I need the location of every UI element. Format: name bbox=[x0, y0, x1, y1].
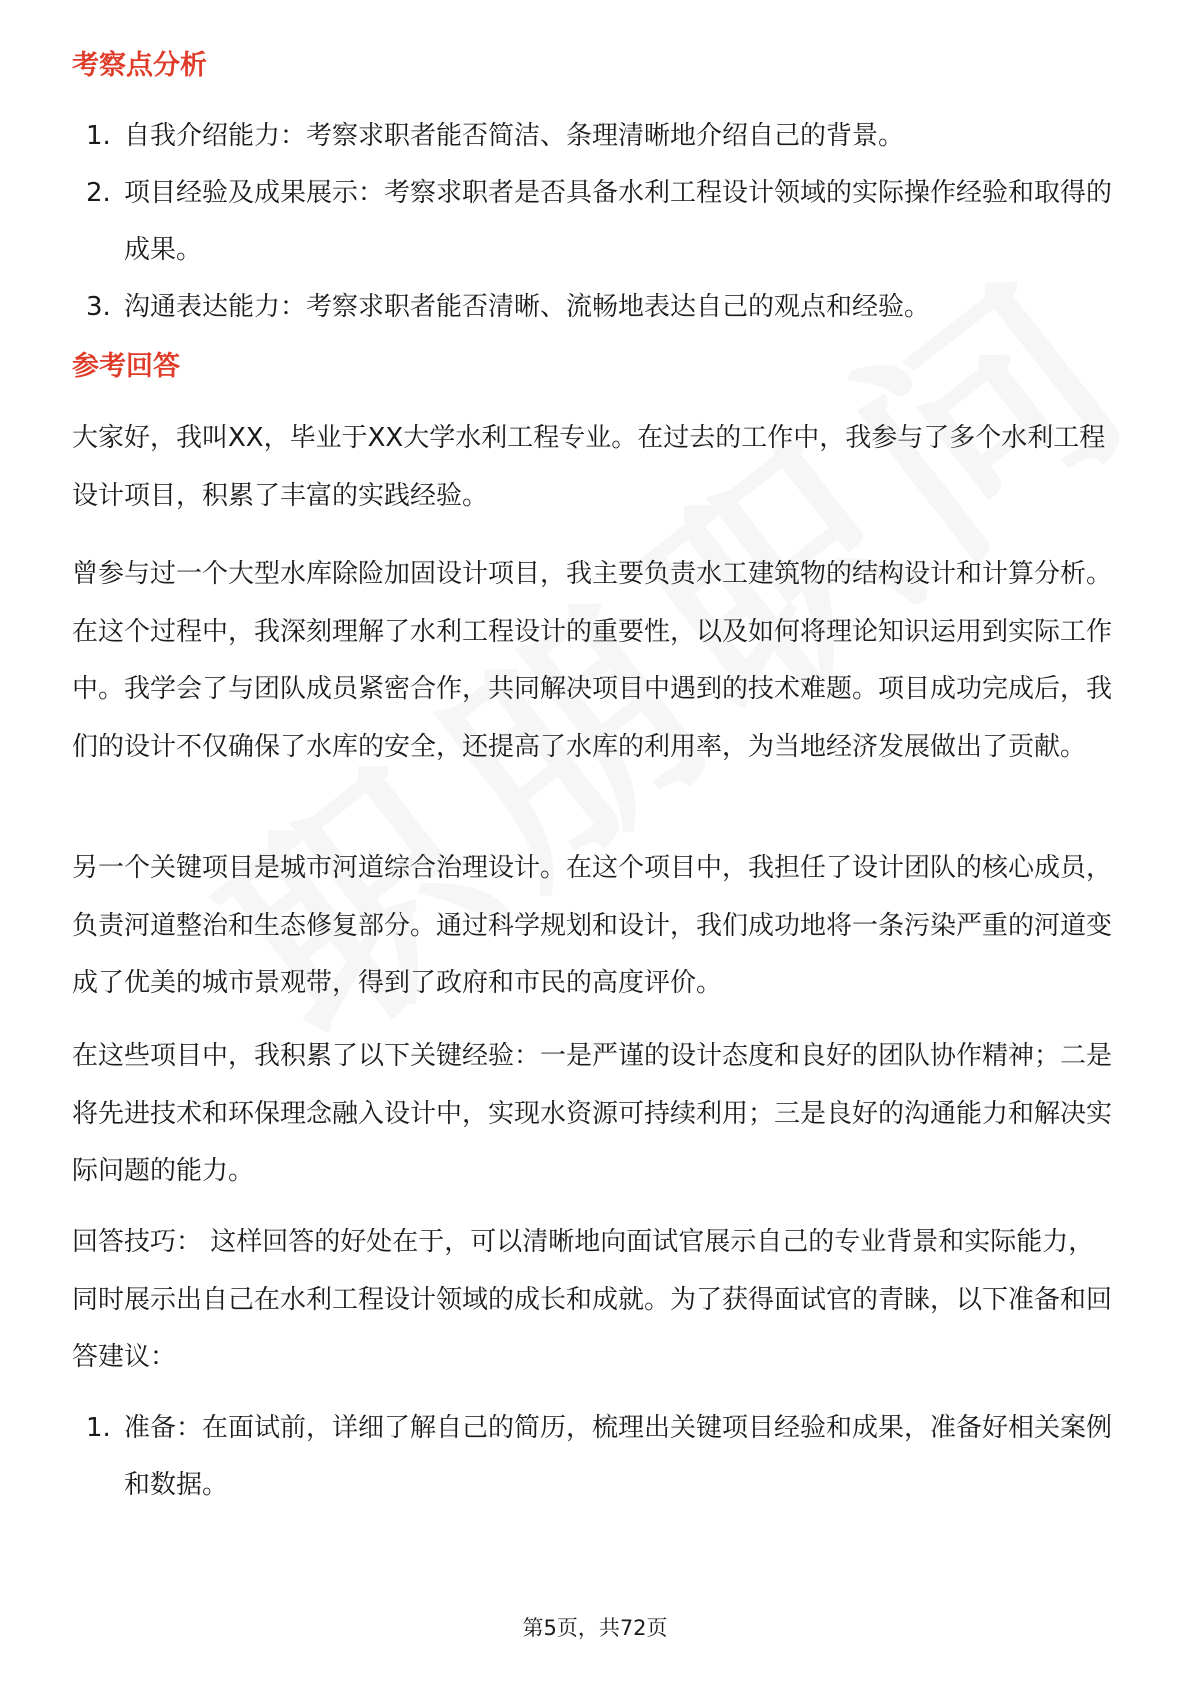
item-label: 准备： bbox=[124, 1413, 203, 1443]
item-label: 自我介绍能力： bbox=[124, 121, 307, 151]
section-title-answer: 参考回答 bbox=[72, 351, 180, 382]
list-number: 2. bbox=[86, 178, 111, 208]
item-text: 考察求职者是否具备水利工程设计领域的实际操作经验和取得的成果。 bbox=[124, 178, 1113, 265]
item-text: 在面试前，详细了解自己的简历，梳理出关键项目经验和成果，准备好相关案例和数据。 bbox=[124, 1413, 1113, 1500]
item-text: 考察求职者能否简洁、条理清晰地介绍自己的背景。 bbox=[306, 121, 905, 151]
list-number: 1. bbox=[86, 121, 111, 151]
analysis-list bbox=[72, 108, 1122, 336]
item-text: 考察求职者能否清晰、流畅地表达自己的观点和经验。 bbox=[306, 292, 931, 322]
answer-paragraph: 曾参与过一个大型水库除险加固设计项目，我主要负责水工建筑物的结构设计和计算分析。在这个过程中，我深刻理解了水利工程设计的重要性，以及如何将理论知识运用到实际工作中。我学会了与团队成员紧密合作，共同解决项目中遇到的技术难题。项目成功完成后，我们的设计不仅确保了水库的安全，还提高了水库的利用率，为当地经济发展做出了贡献。 bbox=[72, 559, 1113, 762]
answer-tips-paragraph: 回答技巧： 这样回答的好处在于，可以清晰地向面试官展示自己的专业背景和实际能力，同时展示出自己在水利工程设计领域的成长和成就。为了获得面试官的青睐，以下准备和回答建议： bbox=[72, 1227, 1113, 1372]
list-number: 1. bbox=[86, 1413, 111, 1443]
item-label: 沟通表达能力： bbox=[124, 292, 307, 322]
list-item bbox=[72, 279, 1122, 336]
answer-paragraph: 另一个关键项目是城市河道综合治理设计。在这个项目中，我担任了设计团队的核心成员，负责河道整治和生态修复部分。通过科学规划和设计，我们成功地将一条污染严重的河道变成了优美的城市景观带，得到了政府和市民的高度评价。 bbox=[72, 853, 1113, 998]
answer-paragraph: 在这些项目中，我积累了以下关键经验：一是严谨的设计态度和良好的团队协作精神；二是将先进技术和环保理念融入设计中，实现水资源可持续利用；三是良好的沟通能力和解决实际问题的能力。 bbox=[72, 1041, 1113, 1186]
list-item bbox=[72, 165, 1122, 279]
list-number: 3. bbox=[86, 292, 111, 322]
list-item bbox=[72, 108, 1122, 165]
list-item bbox=[72, 1400, 1122, 1514]
item-label: 项目经验及成果展示： bbox=[124, 178, 385, 208]
answer-paragraph: 大家好，我叫XX，毕业于XX大学水利工程专业。在过去的工作中，我参与了多个水利工程设计项目，积累了丰富的实践经验。 bbox=[72, 423, 1106, 511]
tips-list bbox=[72, 1400, 1122, 1514]
page-number: 第5页，共72页 bbox=[522, 1616, 668, 1640]
section-title-analysis: 考察点分析 bbox=[72, 50, 207, 81]
